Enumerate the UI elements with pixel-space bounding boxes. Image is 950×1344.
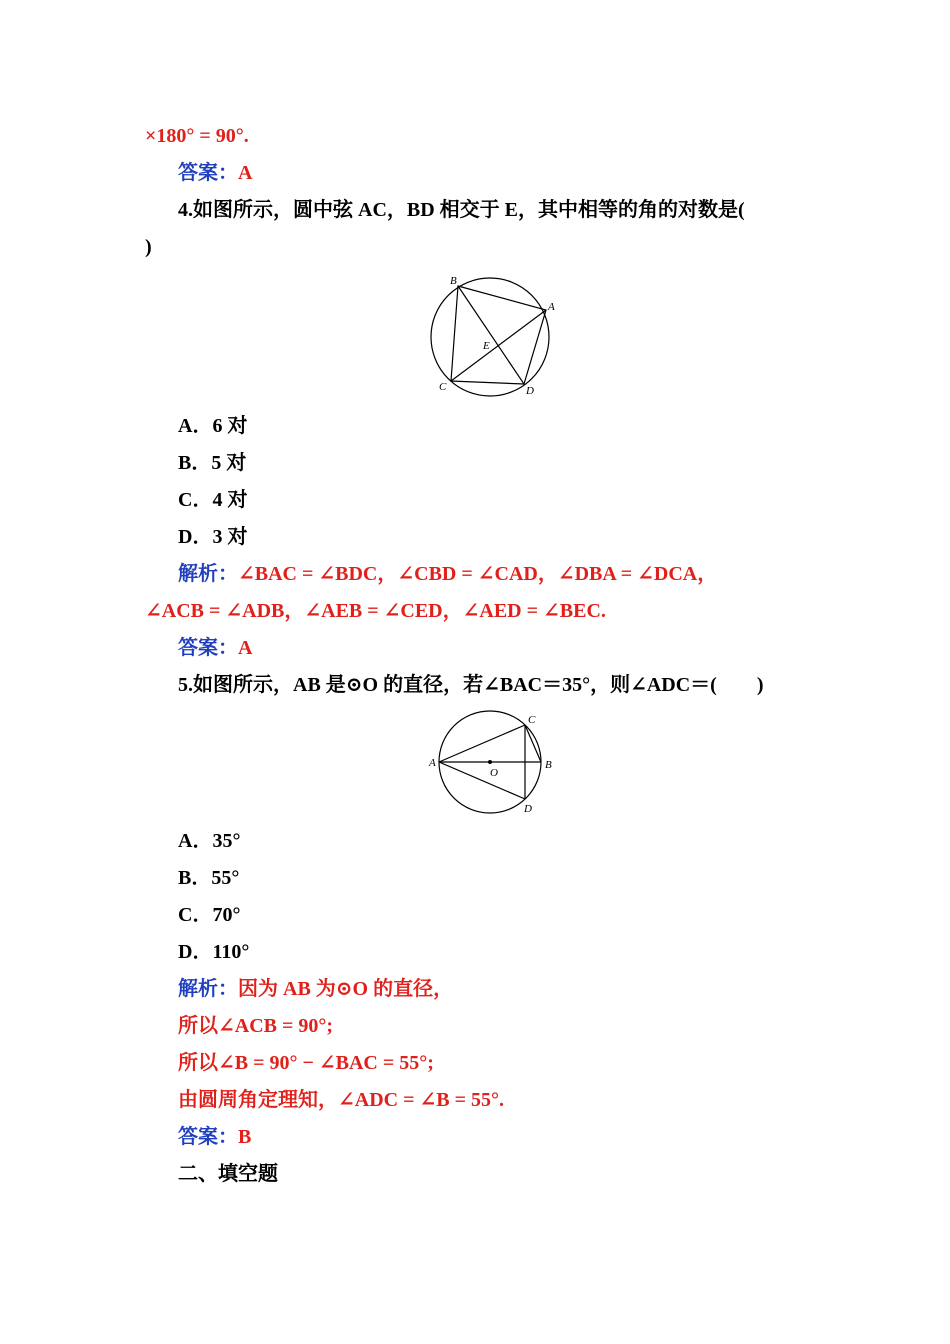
label-b: B (450, 275, 457, 287)
answer-label: 答案： (178, 1126, 238, 1148)
answer-value: A (238, 637, 253, 659)
q5-analysis-line2: 所以∠ACB = 90°; (178, 1015, 334, 1037)
q4-circle-figure (428, 272, 558, 400)
label-c: C (439, 381, 447, 393)
q4-stem-line1: 4.如图所示，圆中弦 AC，BD 相交于 E，其中相等的角的对数是( (178, 199, 745, 221)
analysis-label: 解析： (178, 563, 238, 585)
analysis-label: 解析： (178, 978, 238, 1000)
answer-value: B (238, 1126, 252, 1148)
q4-option-c: C．4 对 (178, 489, 248, 511)
answer-label: 答案： (178, 162, 238, 184)
section-title: 二、填空题 (178, 1163, 278, 1185)
q5-answer (178, 1123, 251, 1151)
q5-option-a: A．35° (178, 830, 241, 852)
center-dot (488, 760, 492, 764)
analysis-text: 因为 AB 为⊙O 的直径， (238, 978, 454, 1000)
label-d: D (524, 803, 532, 815)
label-c: C (528, 714, 536, 726)
q5-option-d: D．110° (178, 941, 250, 963)
label-d: D (526, 385, 534, 397)
answer-value: A (238, 162, 253, 184)
q5-stem: 5.如图所示，AB 是⊙O 的直径，若∠BAC＝35°，则∠ADC＝( ) (178, 674, 764, 696)
label-a: A (429, 757, 436, 769)
q4-answer (178, 634, 252, 662)
q5-analysis-line3: 所以∠B = 90° − ∠BAC = 55°; (178, 1052, 434, 1074)
analysis-text: ∠BAC = ∠BDC，∠CBD = ∠CAD，∠DBA = ∠DCA， (238, 563, 718, 585)
q5-analysis-line4: 由圆周角定理知，∠ADC = ∠B = 55°. (178, 1089, 504, 1111)
chord-ad (439, 762, 525, 799)
q5-circle-figure (426, 708, 558, 818)
answer-label: 答案： (178, 637, 238, 659)
q5-option-b: B．55° (178, 867, 240, 889)
q4-analysis-line2: ∠ACB = ∠ADB，∠AEB = ∠CED，∠AED = ∠BEC. (145, 600, 606, 622)
chord-ac (451, 310, 546, 381)
chord-cb (525, 725, 541, 762)
q5-analysis-line1 (178, 975, 453, 1003)
q3-tail-text: ×180° = 90°. (145, 125, 249, 147)
q3-answer (178, 159, 252, 187)
chord-ac (439, 725, 525, 762)
q4-analysis-line1 (178, 560, 717, 588)
q5-option-c: C．70° (178, 904, 241, 926)
q4-option-b: B．5 对 (178, 452, 247, 474)
q4-quadrilateral (451, 286, 546, 384)
label-a: A (548, 301, 555, 313)
q4-option-a: A．6 对 (178, 415, 248, 437)
label-b: B (545, 759, 552, 771)
label-e: E (483, 340, 490, 352)
q4-circle (431, 278, 549, 396)
label-o: O (490, 767, 498, 779)
q4-option-d: D．3 对 (178, 526, 248, 548)
q4-stem-line2: ) (145, 236, 152, 258)
